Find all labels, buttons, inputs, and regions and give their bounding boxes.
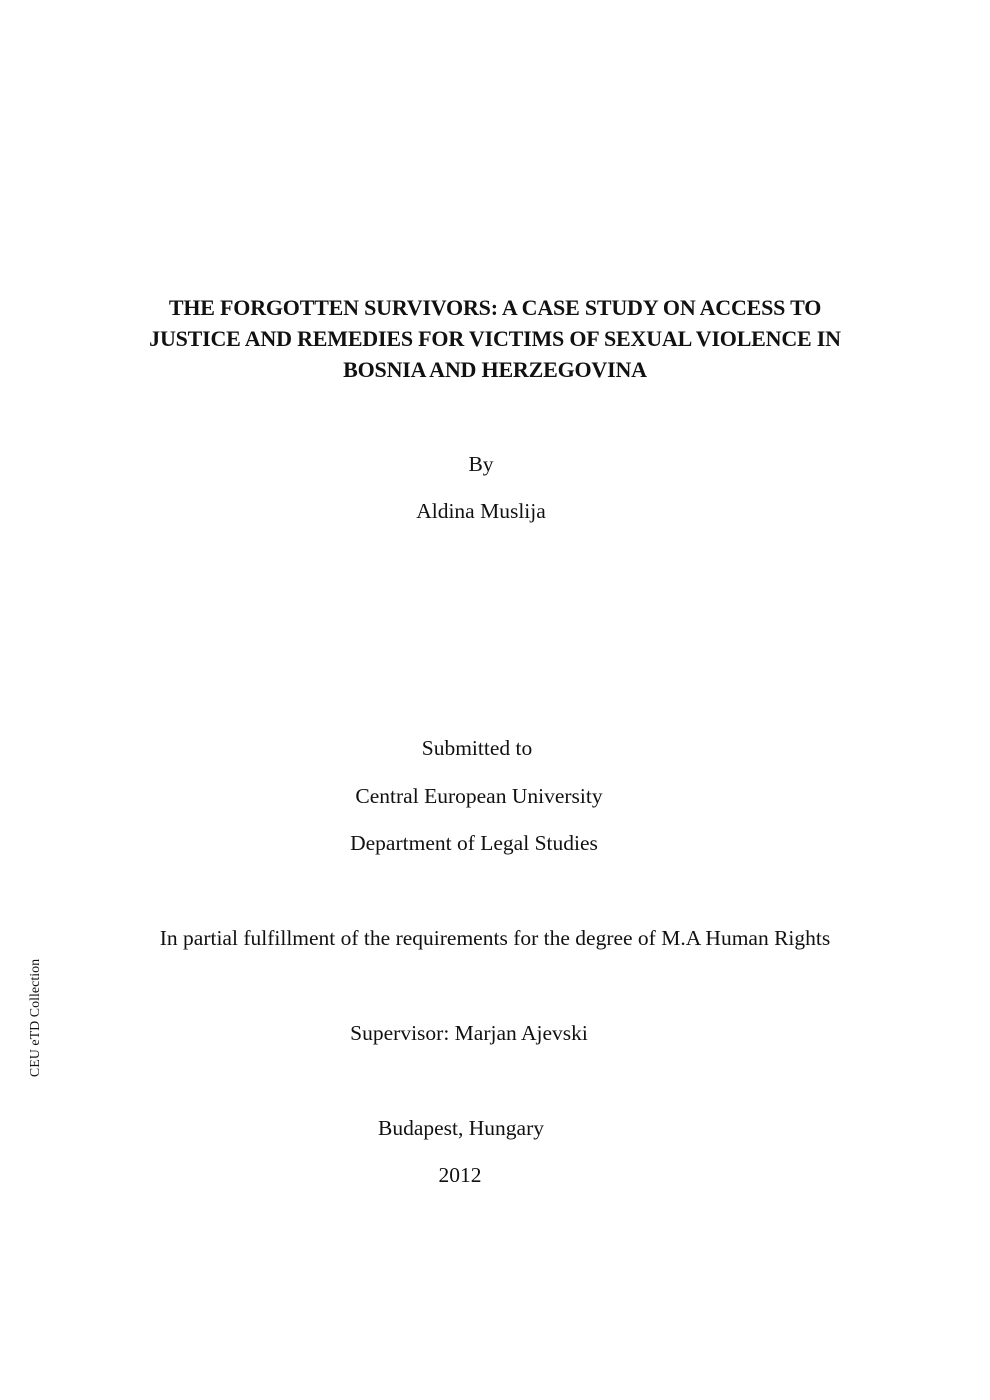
department-name: Department of Legal Studies [350,831,598,855]
title-line-2: JUSTICE AND REMEDIES FOR VICTIMS OF SEXUAL VIOLENCE IN [149,326,841,351]
university-name: Central European University [355,784,603,808]
location: Budapest, Hungary [378,1116,544,1140]
author-name: Aldina Muslija [416,499,546,523]
title-line-3: BOSNIA AND HERZEGOVINA [343,357,647,382]
by-label: By [468,452,494,476]
ceu-etd-watermark: CEU eTD Collection [28,958,43,1078]
degree-fulfillment: In partial fulfillment of the requirements for the degree of M.A Human Rights [159,926,831,950]
title-line-1: THE FORGOTTEN SURVIVORS: A CASE STUDY ON ACCESS TO [168,295,822,320]
supervisor: Supervisor: Marjan Ajevski [350,1021,588,1045]
submitted-to-label: Submitted to [421,736,533,760]
year: 2012 [438,1163,482,1187]
